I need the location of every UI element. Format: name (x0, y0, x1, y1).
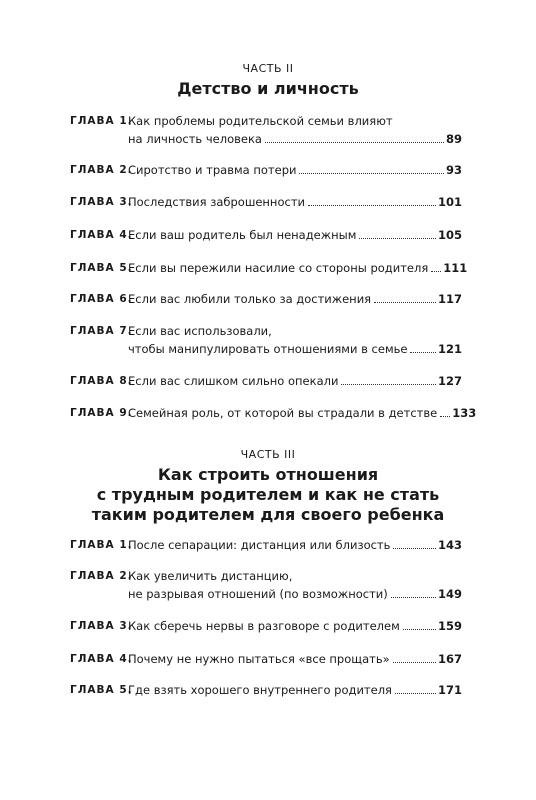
dot-leader (341, 383, 436, 385)
toc-entry[interactable] (70, 226, 462, 244)
dot-leader (393, 661, 436, 663)
chapter-title-line: Сиротство и травма потери (128, 163, 297, 177)
chapter-number: ГЛАВА 8. (70, 375, 133, 387)
dot-leader (359, 237, 436, 239)
part-title-line: Детство и личность (177, 79, 359, 98)
dot-leader (403, 628, 436, 630)
chapter-number: ГЛАВА 7. (70, 325, 133, 337)
dot-leader (395, 692, 436, 694)
dot-leader (265, 141, 444, 143)
dot-leader (410, 351, 436, 353)
part-label: ЧАСТЬ II (242, 62, 294, 75)
part-title (70, 465, 466, 525)
chapter-number: ГЛАВА 1. (70, 539, 133, 551)
toc-entry[interactable] (70, 404, 477, 422)
page-number: 117 (437, 292, 462, 306)
chapter-number: ГЛАВА 2. (70, 570, 133, 582)
chapter-number: ГЛАВА 2. (70, 164, 133, 176)
part-title (70, 79, 466, 99)
toc-entry[interactable] (70, 322, 462, 358)
chapter-title-line: Как проблемы родительской семьи влияют (128, 114, 393, 128)
dot-leader (299, 172, 444, 174)
page-number: 121 (437, 342, 462, 356)
chapter-title-line: Где взять хорошего внутреннего родителя (128, 683, 392, 697)
dot-leader (308, 204, 436, 206)
toc-entry[interactable] (70, 617, 462, 635)
toc-entry[interactable] (70, 536, 462, 554)
part-label: ЧАСТЬ III (240, 448, 296, 461)
dot-leader (431, 270, 441, 272)
chapter-number: ГЛАВА 9. (70, 407, 133, 419)
page-number: 171 (437, 683, 462, 697)
toc-entry[interactable] (70, 193, 462, 211)
chapter-number: ГЛАВА 3. (70, 620, 133, 632)
chapter-title-line: Если вас слишком сильно опекали (128, 374, 339, 388)
toc-entry[interactable] (70, 259, 468, 277)
page-number: 111 (443, 261, 468, 275)
chapter-number: ГЛАВА 5. (70, 262, 133, 274)
part-3-heading (70, 448, 466, 525)
chapter-number: ГЛАВА 4. (70, 229, 133, 241)
chapter-title-line: на личность человека (128, 132, 262, 146)
page-number: 93 (445, 163, 462, 177)
dot-leader (393, 547, 436, 549)
page-number: 133 (452, 406, 477, 420)
chapter-title-line: не разрывая отношений (по возможности) (128, 587, 388, 601)
page-number: 127 (437, 374, 462, 388)
toc-entry[interactable] (70, 372, 462, 390)
chapter-number: ГЛАВА 3. (70, 196, 133, 208)
chapter-title-line: чтобы манипулировать отношениями в семье (128, 342, 408, 356)
chapter-number: ГЛАВА 1. (70, 115, 133, 127)
dot-leader (391, 596, 436, 598)
toc-entry[interactable] (70, 567, 462, 603)
chapter-title-line: Семейная роль, от которой вы страдали в детстве (128, 406, 438, 420)
chapter-title-line: Если вас использовали, (128, 324, 272, 338)
chapter-number: ГЛАВА 4. (70, 653, 133, 665)
part-title-line: Как строить отношения (157, 465, 379, 484)
page-number: 105 (437, 228, 462, 242)
chapter-title-line: Если вас любили только за достижения (128, 292, 372, 306)
part-2-heading (70, 62, 466, 99)
toc-entry[interactable] (70, 681, 462, 699)
page-number: 149 (437, 587, 462, 601)
page-number: 101 (437, 195, 462, 209)
chapter-title-line: Почему не нужно пытаться «все прощать» (128, 652, 390, 666)
page-number: 167 (437, 652, 462, 666)
chapter-number: ГЛАВА 6. (70, 293, 133, 305)
chapter-number: ГЛАВА 5. (70, 684, 133, 696)
chapter-title-line: Если вы пережили насилие со стороны родителя (128, 261, 429, 275)
chapter-title-line: После сепарации: дистанция или близость (128, 538, 391, 552)
page-number: 159 (437, 619, 462, 633)
chapter-title-line: Как сберечь нервы в разговоре с родителем (128, 619, 400, 633)
dot-leader (374, 301, 436, 303)
part-title-line: с трудным родителем и как не стать (96, 485, 440, 504)
page-number: 143 (437, 538, 462, 552)
chapter-title-line: Если ваш родитель был ненадежным (128, 228, 357, 242)
part-title-line: таким родителем для своего ребенка (91, 505, 445, 524)
chapter-title-line: Как увеличить дистанцию, (128, 569, 293, 583)
toc-entry[interactable] (70, 650, 462, 668)
dot-leader (440, 415, 450, 417)
toc-entry[interactable] (70, 290, 462, 308)
toc-entry[interactable] (70, 112, 462, 148)
chapter-title-line: Последствия заброшенности (128, 195, 305, 209)
page-number: 89 (445, 132, 462, 146)
toc-entry[interactable] (70, 161, 462, 179)
